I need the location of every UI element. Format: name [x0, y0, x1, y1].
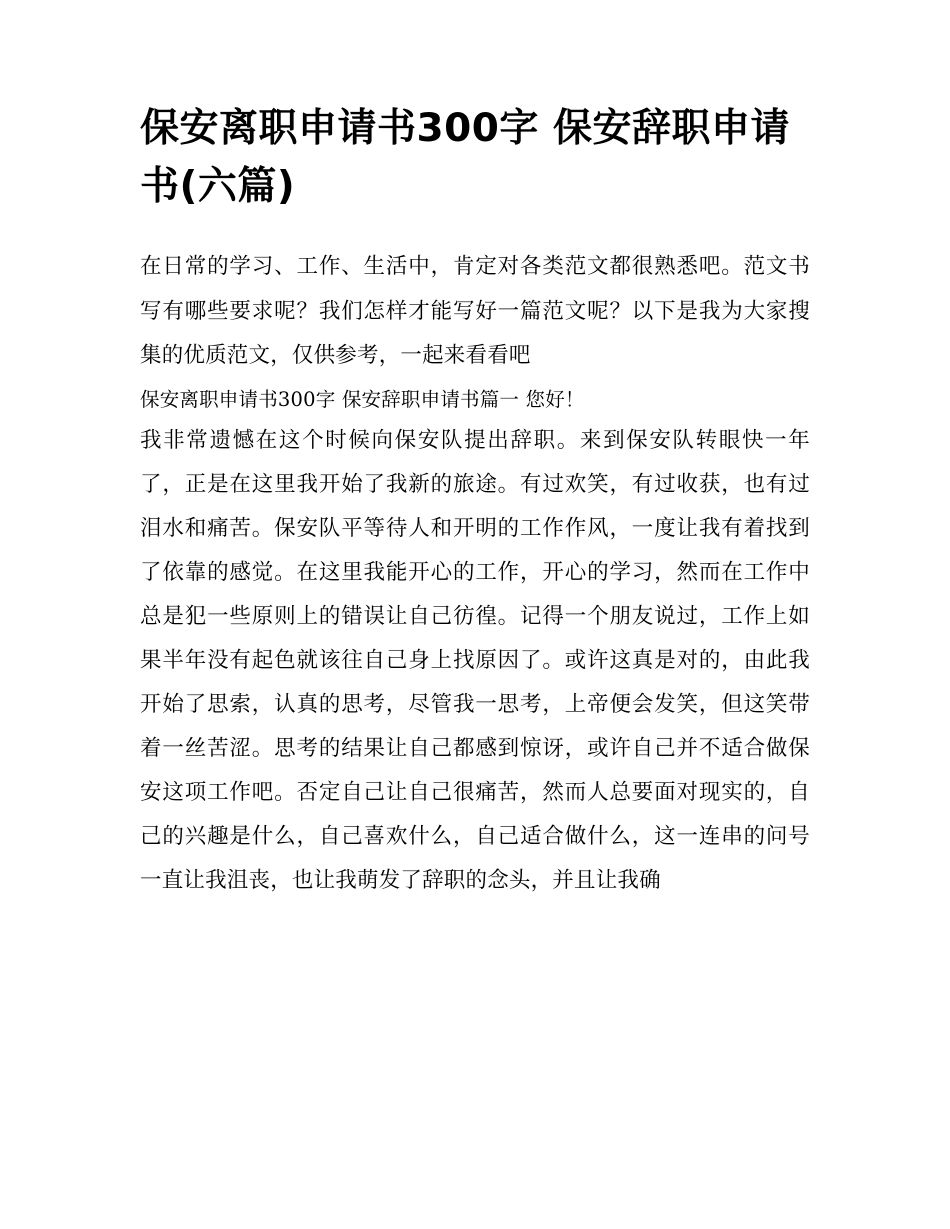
body-paragraph: 我非常遗憾在这个时候向保安队提出辞职。来到保安队转眼快一年了，正是在这里我开始了我新的旅途。有过欢笑，有过收获，也有过泪水和痛苦。保安队平等待人和开明的工作作风，一度让我有着找到了依靠的感觉。在这里我能开心的工作，开心的学习，然而在工作中总是犯一些原则上的错误让自己彷徨。记得一个朋友说过，工作上如果半年没有起色就该往自己身上找原因了。或许这真是对的，由此我开始了思索，认真的思考，尽管我一思考，上帝便会发笑，但这笑带着一丝苦涩。思考的结果让自己都感到惊讶，或许自己并不适合做保安这项工作吧。否定自己让自己很痛苦，然而人总要面对现实的，自己的兴趣是什么，自己喜欢什么，自己适合做什么，这一连串的问号一直让我沮丧，也让我萌发了辞职的念头，并且让我确	[140, 427, 810, 894]
section-subheading: 保安离职申请书300字 保安辞职申请书篇一 您好！	[140, 387, 585, 411]
intro-paragraph: 在日常的学习、工作、生活中，肯定对各类范文都很熟悉吧。范文书写有哪些要求呢？我们怎样才能写好一篇范文呢？以下是我为大家搜集的优质范文，仅供参考，一起来看看吧	[140, 254, 810, 368]
page-title: 保安离职申请书300字 保安辞职申请书(六篇)	[140, 106, 790, 209]
